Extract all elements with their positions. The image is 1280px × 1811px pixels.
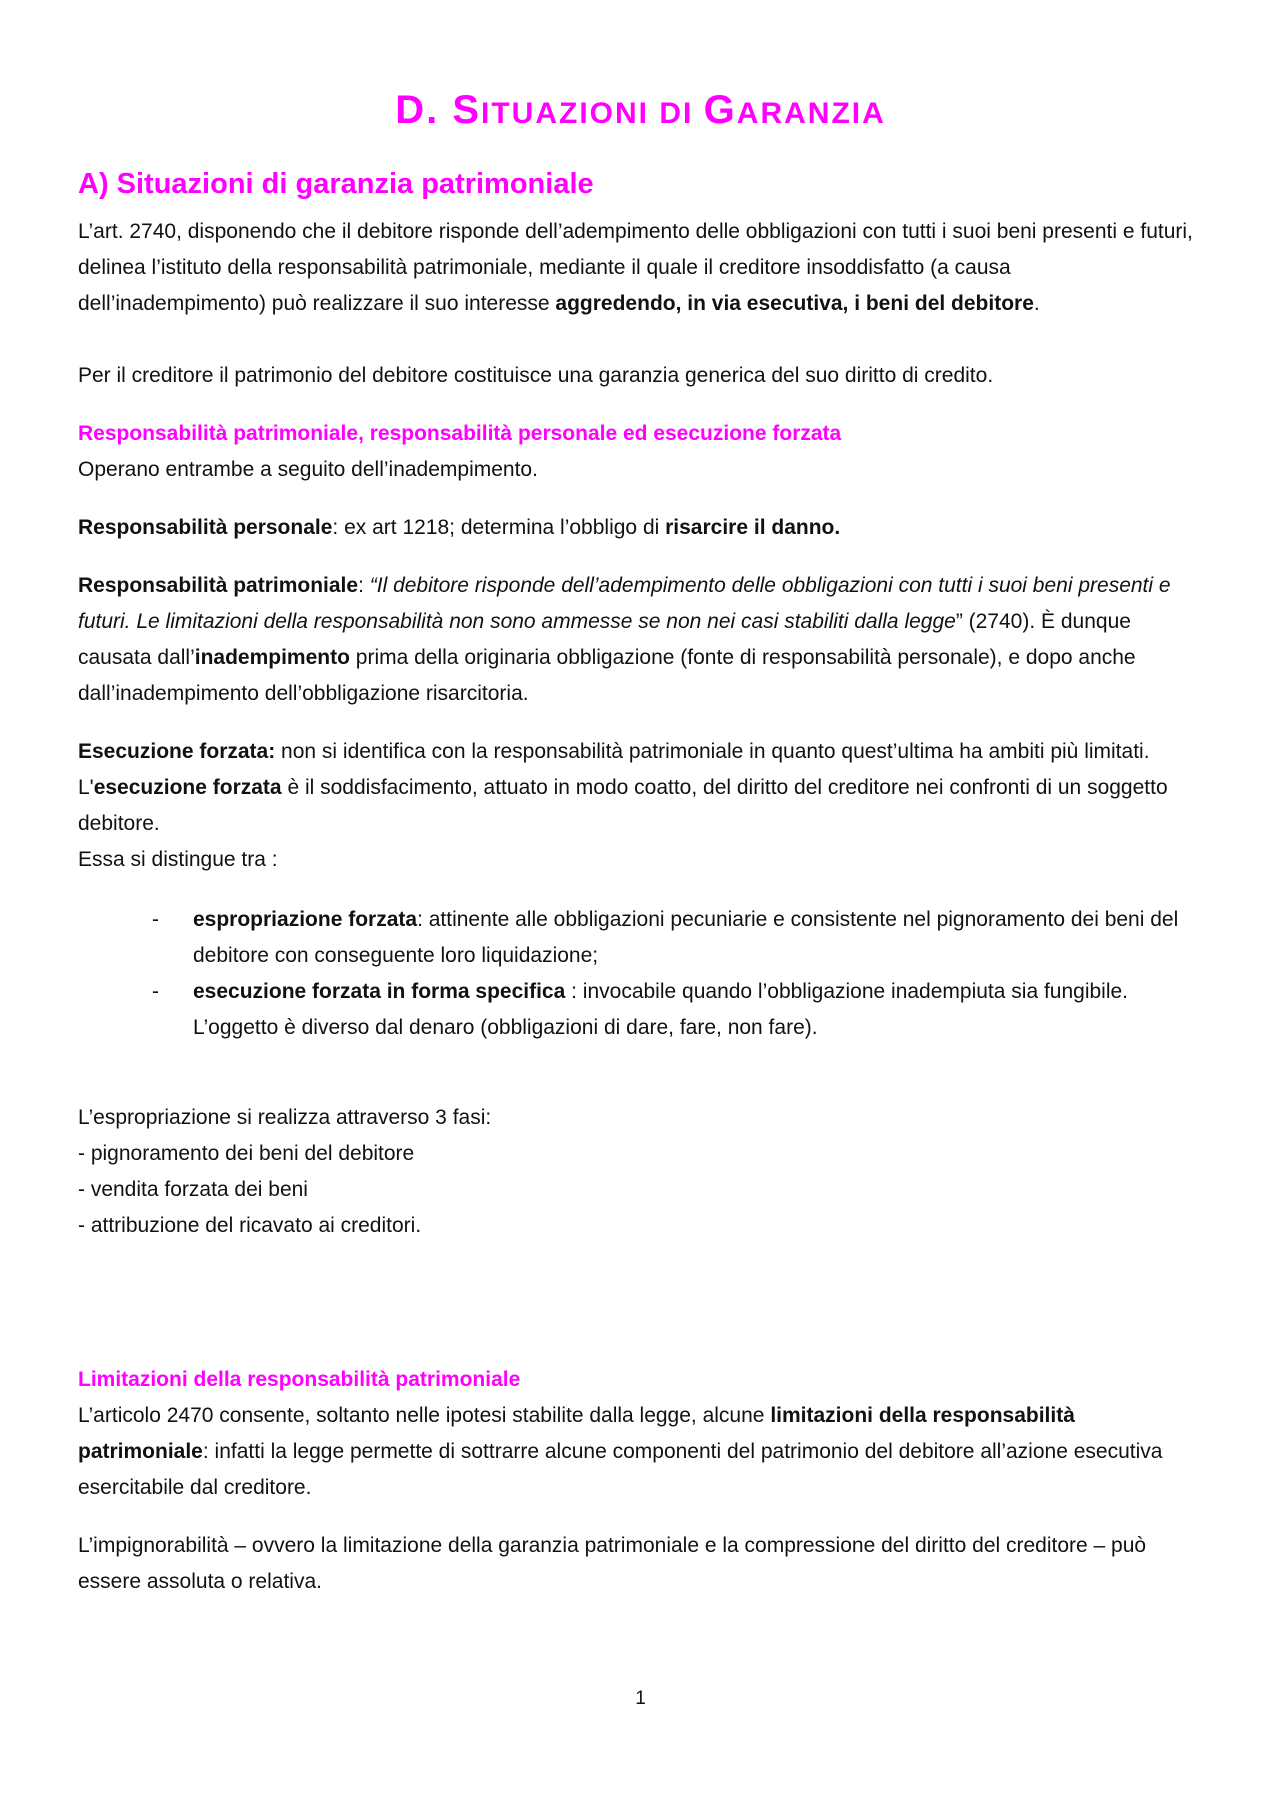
list-item: - vendita forzata dei beni bbox=[78, 1178, 308, 1201]
section-a-heading: A) Situazioni di garanzia patrimoniale bbox=[78, 168, 594, 200]
paragraph-impignorabilita: L’impignorabilità – ovvero la limitazione della garanzia patrimoniale e la compressione del diritto del creditore – può essere assoluta o relativa. bbox=[78, 1534, 1147, 1593]
subheading-responsabilita: Responsabilità patrimoniale, responsabilità personale ed esecuzione forzata bbox=[78, 422, 842, 445]
paragraph-operano: Operano entrambe a seguito dell’inadempimento. bbox=[78, 458, 538, 481]
paragraph-esecuzione-forzata: Esecuzione forzata: non si identifica con la responsabilità patrimoniale in quanto quest’ultima ha ambiti più limitati. L'esecuzione forzata è il soddisfacimento, attuato in modo coatto, del diritto del creditore nei confronti di un soggetto debitore. bbox=[78, 740, 1168, 835]
section-a-paragraph-1: L’art. 2740, disponendo che il debitore risponde dell’adempimento delle obbligazioni con tutti i suoi beni presenti e futuri, delinea l’istituto della responsabilità patrimoniale, mediante il quale il creditore insoddisfatto (a causa dell’inadempimento) può realizzare il suo interesse aggredendo, in via esecutiva, i beni del debitore. bbox=[78, 220, 1193, 315]
title-smallcaps-3: ARANZIA bbox=[736, 97, 886, 130]
bullet-dash: - bbox=[152, 908, 159, 931]
paragraph-responsabilita-patrimoniale: Responsabilità patrimoniale: “Il debitore risponde dell’adempimento delle obbligazioni con tutti i suoi beni presenti e futuri. Le limitazioni della responsabilità non sono ammesse se non nei casi stabiliti dalla legge” (2740). È dunque causata dall’inadempimento prima della originaria obbligazione (fonte di responsabilità personale), e dopo anche dall’inadempimento dell’obbligazione risarcitoria. bbox=[78, 574, 1171, 705]
page-title bbox=[78, 88, 1203, 133]
section-a-paragraph-2: Per il creditore il patrimonio del debitore costituisce una garanzia generica del suo diritto di credito. bbox=[78, 364, 994, 387]
title-prefix: D. bbox=[395, 88, 440, 132]
paragraph-responsabilita-personale: Responsabilità personale: ex art 1218; determina l’obbligo di risarcire il danno. bbox=[78, 516, 841, 539]
title-initial-g: G bbox=[703, 88, 737, 132]
page-number: 1 bbox=[635, 1688, 646, 1709]
paragraph-distingue: Essa si distingue tra : bbox=[78, 848, 278, 871]
title-smallcaps-2: DI bbox=[649, 97, 704, 130]
paragraph-fasi-intro: L’espropriazione si realizza attraverso 3 fasi: bbox=[78, 1106, 492, 1129]
bullet-dash: - bbox=[152, 980, 159, 1003]
title-initial-s: S bbox=[452, 88, 481, 132]
list-item: - attribuzione del ricavato ai creditori. bbox=[78, 1214, 422, 1237]
list-item: - pignoramento dei beni del debitore bbox=[78, 1142, 415, 1165]
paragraph-articolo-2470: L’articolo 2470 consente, soltanto nelle ipotesi stabilite dalla legge, alcune limitazioni della responsabilità patrimoniale: infatti la legge permette di sottrarre alcune componenti del patrimonio del debitore all’azione esecutiva esercitabile dal creditore. bbox=[78, 1404, 1163, 1499]
title-smallcaps-1: ITUAZIONI bbox=[481, 97, 649, 130]
subheading-limitazioni: Limitazioni della responsabilità patrimoniale bbox=[78, 1368, 521, 1391]
